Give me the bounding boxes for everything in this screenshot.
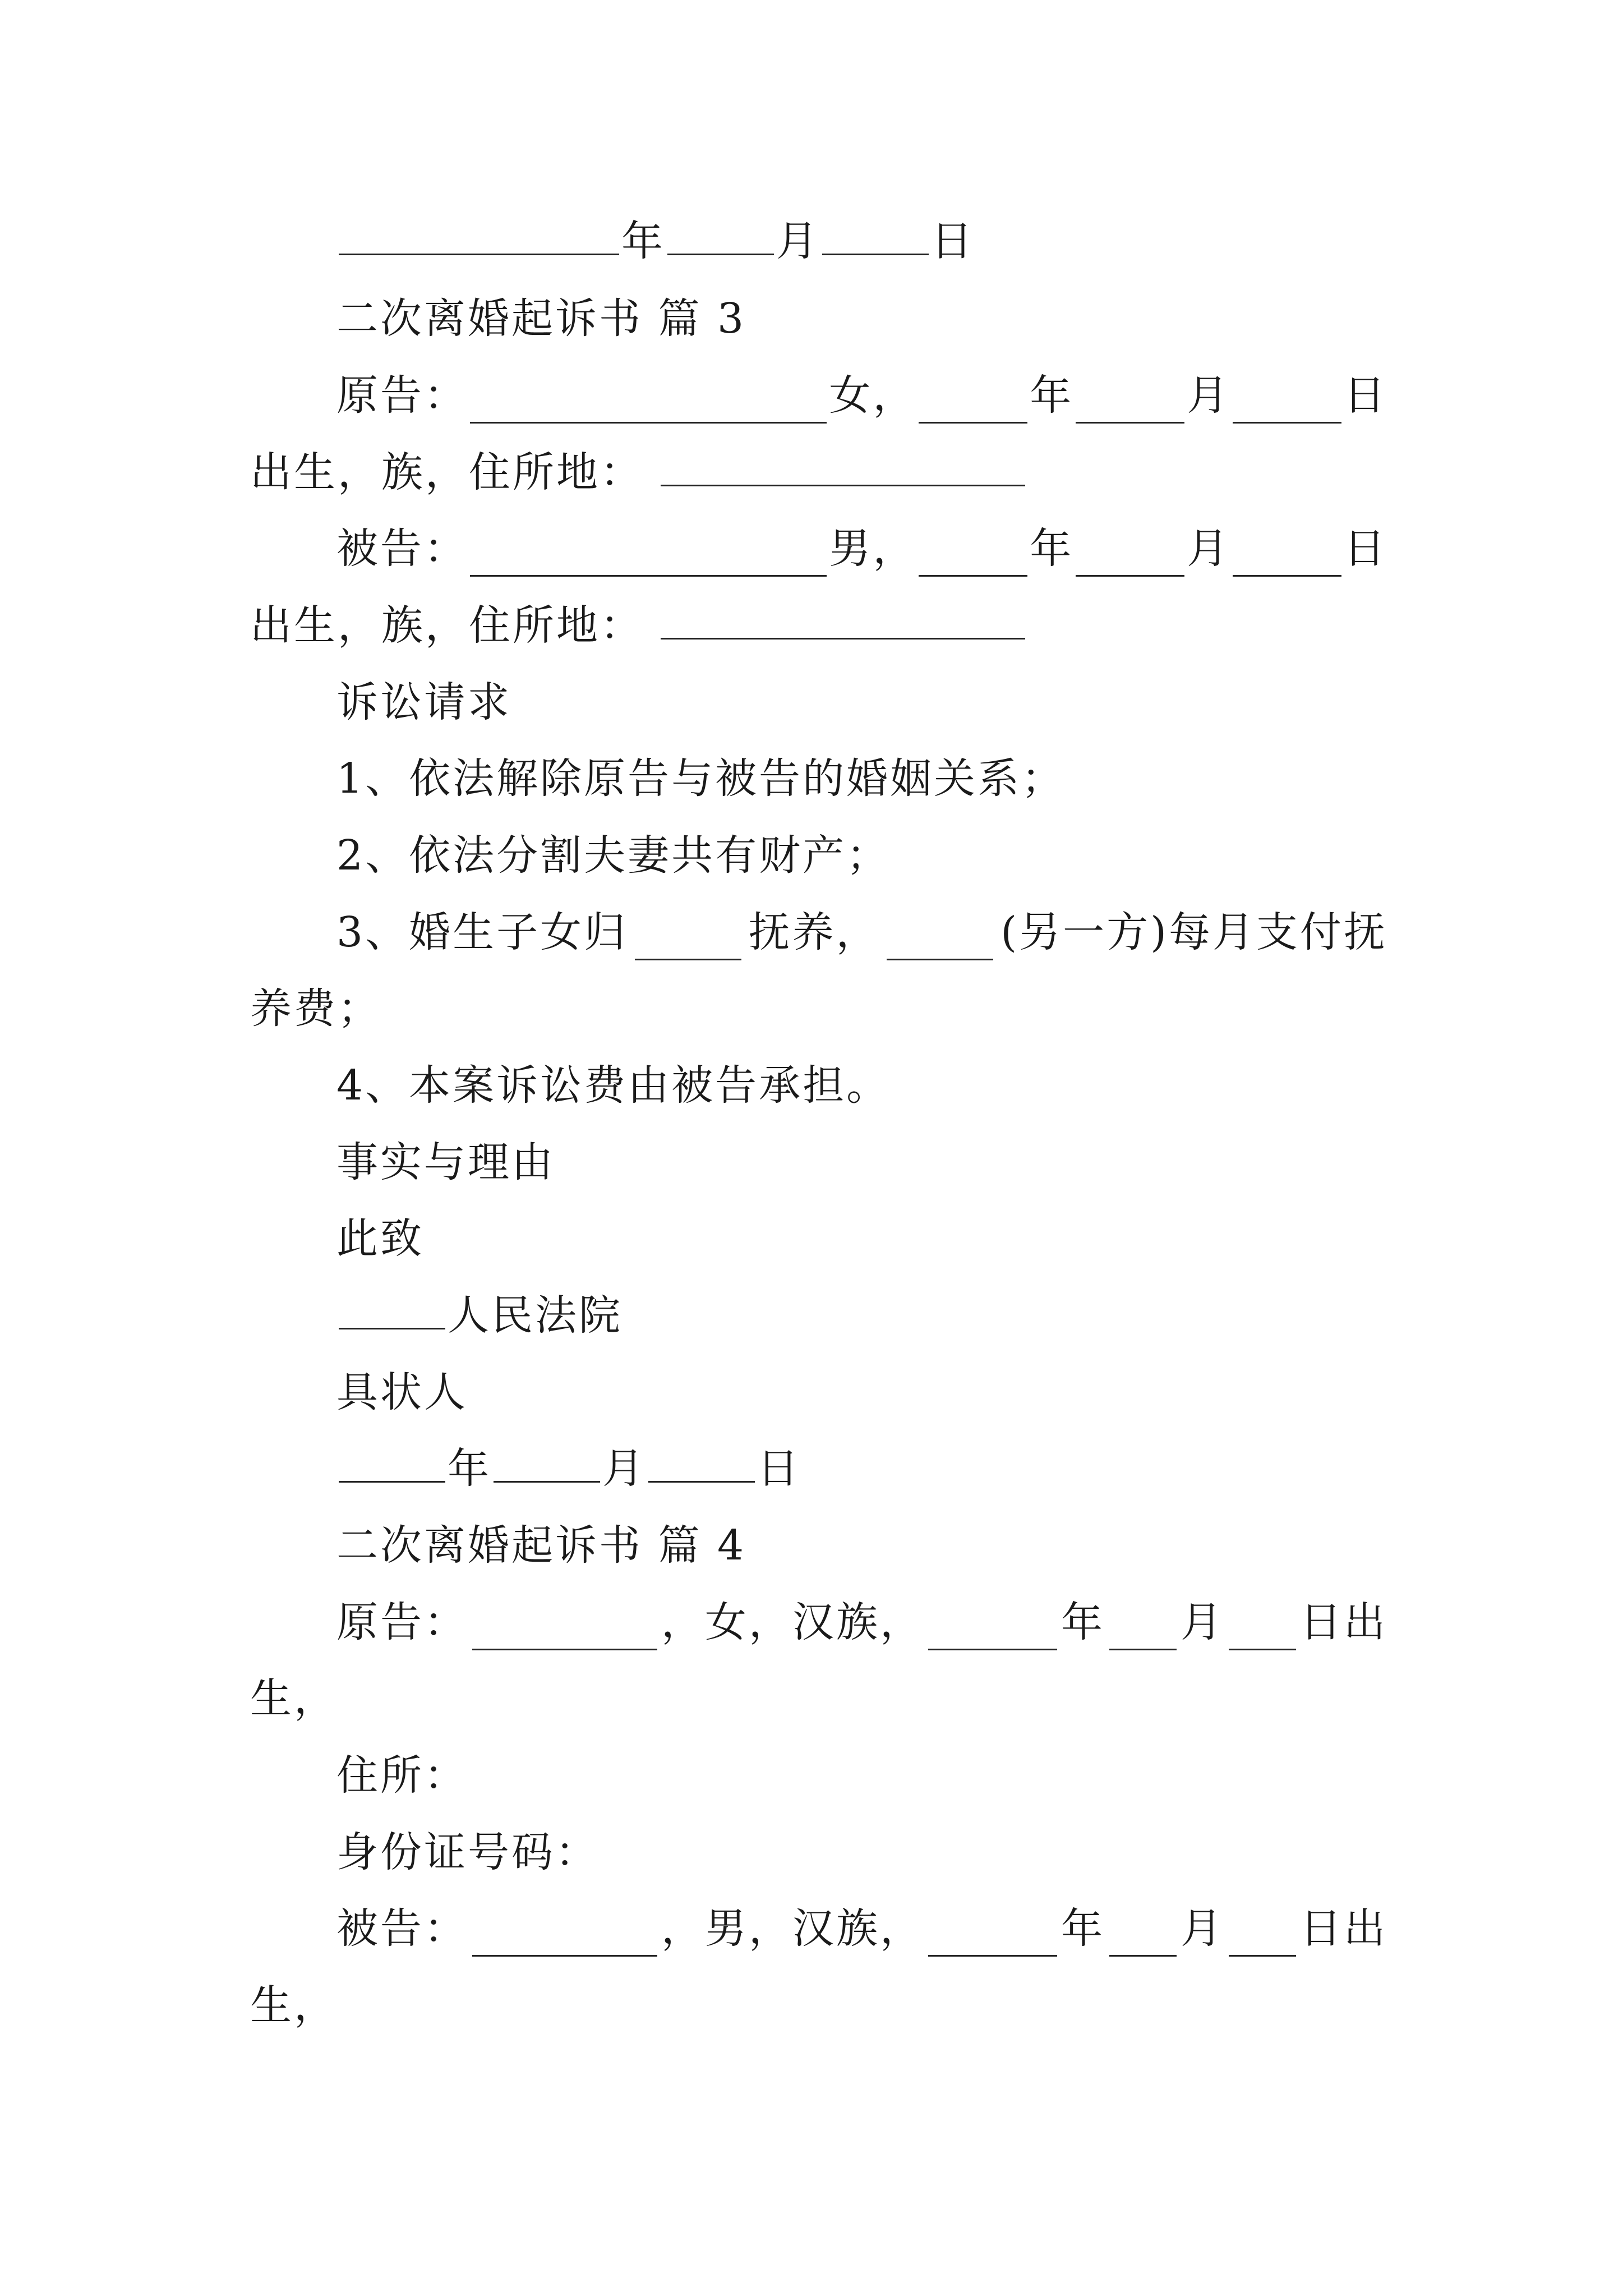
blank-field xyxy=(470,387,827,424)
plaintiff-label: 原告： xyxy=(336,1598,468,1646)
claims-heading: 诉讼请求 xyxy=(336,678,511,726)
section-heading-3: 二次离婚起诉书 篇 3 xyxy=(336,295,746,343)
blank-field xyxy=(494,1446,600,1483)
claim-item-3 xyxy=(336,904,1387,960)
day-label: 日出 xyxy=(1300,1904,1387,1953)
month-label: 月 xyxy=(1181,1904,1224,1953)
plaintiff-details: ，女，汉族， xyxy=(661,1598,924,1646)
blank-field xyxy=(1076,540,1184,577)
id-number-label: 身份证号码： xyxy=(336,1828,599,1876)
date-line-1 xyxy=(336,213,975,269)
blank-field xyxy=(635,924,741,960)
claim-3-part-c: (另一方)每月支付抚 xyxy=(1000,908,1387,956)
blank-field xyxy=(667,219,774,255)
claim-item-4: 4、本案诉讼费由被告承担。 xyxy=(336,1061,891,1110)
plaintiff-address-line xyxy=(250,444,1027,500)
month-label: 月 xyxy=(602,1444,646,1493)
defendant-line xyxy=(336,521,1387,577)
year-label: 年 xyxy=(1030,524,1074,573)
blank-field xyxy=(928,1920,1057,1957)
plaintiff-label: 原告： xyxy=(336,371,468,420)
signer-label: 具状人 xyxy=(336,1368,468,1416)
blank-field xyxy=(339,1446,445,1483)
year-label: 年 xyxy=(448,1444,491,1493)
blank-field xyxy=(1233,540,1341,577)
blank-field xyxy=(661,603,1025,639)
blank-field xyxy=(919,540,1027,577)
day-label: 日 xyxy=(757,1444,801,1493)
blank-field xyxy=(1076,387,1184,424)
plaintiff-line xyxy=(336,367,1387,424)
day-label: 日出 xyxy=(1300,1598,1387,1646)
defendant-label: 被告： xyxy=(336,524,468,573)
date-line-2 xyxy=(336,1441,801,1497)
blank-field xyxy=(822,219,929,255)
blank-field xyxy=(1229,1614,1296,1650)
blank-field xyxy=(1109,1920,1177,1957)
address-label: 出生，族，住所地： xyxy=(250,448,644,496)
blank-field xyxy=(648,1446,755,1483)
month-label: 月 xyxy=(1187,524,1231,573)
day-label: 日 xyxy=(931,217,975,265)
defendant-label: 被告： xyxy=(336,1904,468,1953)
blank-field xyxy=(339,1293,445,1329)
defendant-line-2-cont: 生， xyxy=(250,1981,338,2030)
defendant-address-line xyxy=(250,597,1027,654)
salutation: 此致 xyxy=(336,1214,424,1263)
year-label: 年 xyxy=(621,217,665,265)
gender-label: 女， xyxy=(829,371,917,420)
blank-field xyxy=(1109,1614,1177,1650)
blank-field xyxy=(919,387,1027,424)
blank-field xyxy=(1233,387,1341,424)
month-label: 月 xyxy=(1187,371,1231,420)
claim-item-1: 1、依法解除原告与被告的婚姻关系； xyxy=(336,754,1066,803)
address-label: 出生，族，住所地： xyxy=(250,601,644,650)
plaintiff-line-2 xyxy=(336,1594,1387,1650)
month-label: 月 xyxy=(1181,1598,1224,1646)
blank-field xyxy=(661,450,1025,486)
blank-field xyxy=(339,219,619,255)
day-label: 日 xyxy=(1344,371,1388,420)
blank-field xyxy=(472,1614,657,1650)
blank-field xyxy=(472,1920,657,1957)
blank-field xyxy=(887,924,993,960)
claim-3-part-a: 3、婚生子女归 xyxy=(336,908,628,956)
plaintiff-line-2-cont: 生， xyxy=(250,1674,338,1723)
month-label: 月 xyxy=(776,217,820,265)
defendant-details: ，男，汉族， xyxy=(661,1904,924,1953)
claim-3-part-b: 抚养， xyxy=(748,908,880,956)
facts-heading: 事实与理由 xyxy=(336,1138,555,1186)
residence-label: 住所： xyxy=(336,1751,468,1800)
court-label: 人民法院 xyxy=(448,1291,623,1340)
blank-field xyxy=(1229,1920,1296,1957)
blank-field xyxy=(928,1614,1057,1650)
defendant-line-2 xyxy=(336,1901,1387,1957)
section-heading-4: 二次离婚起诉书 篇 4 xyxy=(336,1521,746,1570)
court-line xyxy=(336,1287,623,1343)
year-label: 年 xyxy=(1030,371,1074,420)
claim-item-2: 2、依法分割夫妻共有财产； xyxy=(336,831,891,880)
year-label: 年 xyxy=(1061,1598,1105,1646)
claim-item-3-cont: 养费； xyxy=(250,984,381,1033)
day-label: 日 xyxy=(1344,524,1388,573)
blank-field xyxy=(470,540,827,577)
year-label: 年 xyxy=(1061,1904,1105,1953)
gender-label: 男， xyxy=(829,524,917,573)
